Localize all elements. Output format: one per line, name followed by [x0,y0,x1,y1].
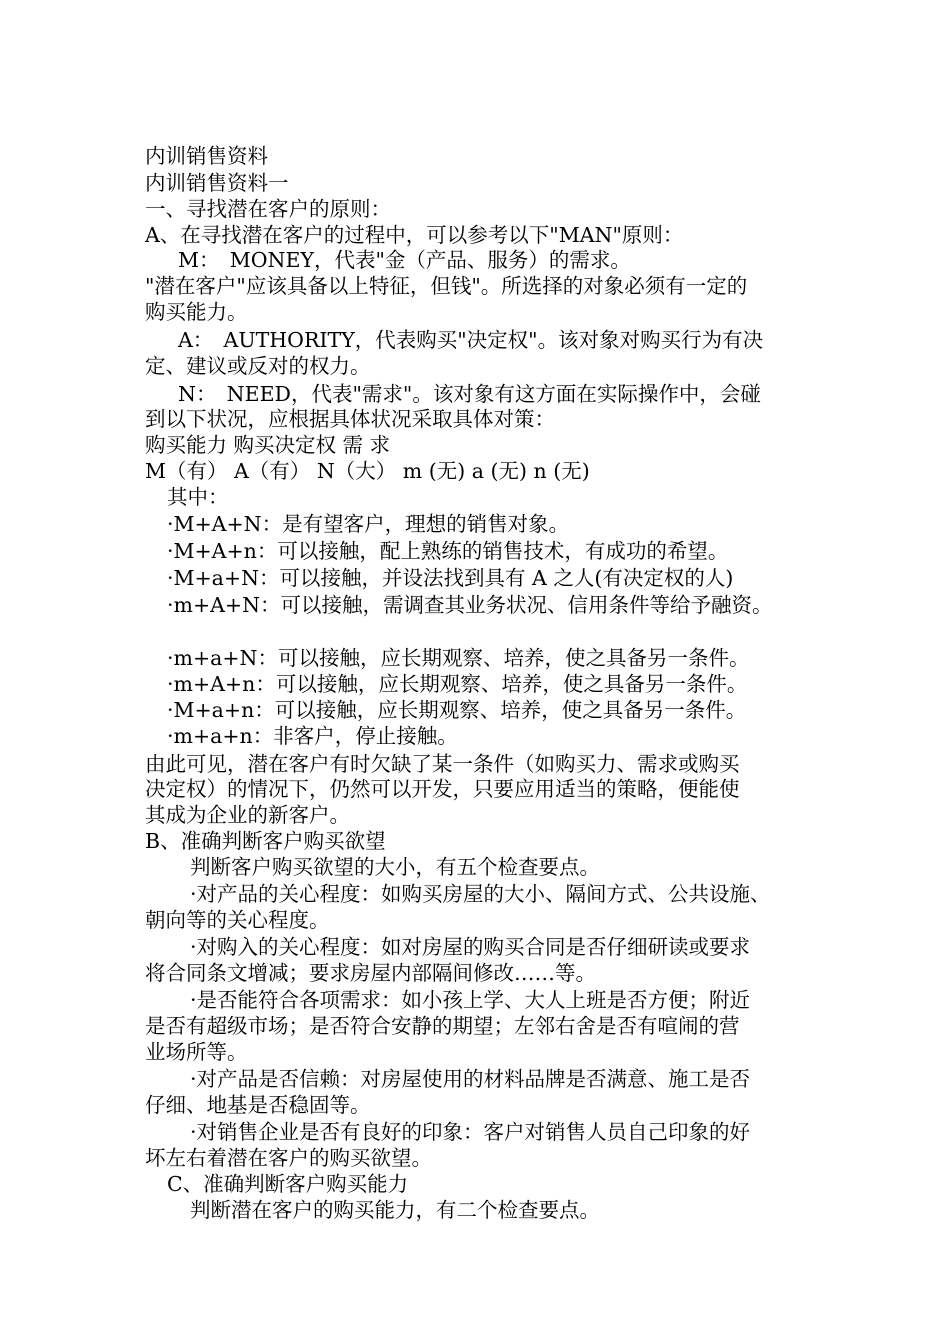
paragraph-line: A、在寻找潜在客户的过程中，可以参考以下"MAN"原则： [145,223,684,247]
list-item: ·m+A+N：可以接触，需调查其业务状况、信用条件等给予融资。 [167,593,773,617]
paragraph-line: N： NEED，代表"需求"。该对象有这方面在实际操作中，会碰 [178,382,761,406]
paragraph-line: 其成为企业的新客户。 [145,803,350,827]
section-heading: 一、寻找潜在客户的原则： [145,197,391,221]
paragraph-line: 由此可见，潜在客户有时欠缺了某一条件（如购买力、需求或购买 [145,752,740,776]
table-header-line: 购买能力 购买决定权 需 求 [145,433,391,457]
list-item: ·是否能符合各项需求：如小孩上学、大人上班是否方便；附近 [190,988,751,1012]
table-values-line: M（有） A（有） N（大） m (无) a (无) n (无) [145,459,590,483]
list-item: ·对购入的关心程度：如对房屋的购买合同是否仔细研读或要求 [190,935,751,959]
section-heading: C、准确判断客户购买能力 [167,1172,409,1196]
paragraph-line: 是否有超级市场；是否符合安静的期望；左邻右舍是否有喧闹的营 [145,1014,740,1038]
paragraph-line: 判断潜在客户的购买能力，有二个检查要点。 [190,1198,600,1222]
paragraph-line: A： AUTHORITY，代表购买"决定权"。该对象对购买行为有决 [178,328,764,352]
paragraph-line: 定、建议或反对的权力。 [145,354,371,378]
list-item: ·对产品是否信赖：对房屋使用的材料品牌是否满意、施工是否 [190,1067,751,1091]
list-item: ·m+A+n：可以接触，应长期观察、培养，使之具备另一条件。 [167,672,748,696]
list-item: ·M+A+N：是有望客户，理想的销售对象。 [167,512,570,536]
paragraph-line: 购买能力。 [145,300,248,324]
paragraph-line: M： MONEY，代表"金（产品、服务）的需求。 [178,248,631,272]
list-item: ·m+a+n：非客户，停止接触。 [167,724,458,748]
paragraph-line: 坏左右着潜在客户的购买欲望。 [145,1146,432,1170]
list-item: ·对销售企业是否有良好的印象：客户对销售人员自己印象的好 [190,1120,751,1144]
paragraph-line: 其中： [167,485,229,509]
list-item: ·m+a+N：可以接触，应长期观察、培养，使之具备另一条件。 [167,646,750,670]
paragraph-line: 将合同条文增减；要求房屋内部隔间修改……等。 [145,961,596,985]
paragraph-line: 业场所等。 [145,1040,248,1064]
paragraph-line: 决定权）的情况下，仍然可以开发，只要应用适当的策略，便能使 [145,777,740,801]
list-item: ·M+A+n：可以接触，配上熟练的销售技术，有成功的希望。 [167,539,729,563]
list-item: ·M+a+N：可以接触，并设法找到具有 A 之人(有决定权的人) [167,566,734,590]
paragraph-line: 朝向等的关心程度。 [145,908,330,932]
paragraph-line: 判断客户购买欲望的大小，有五个检查要点。 [190,855,600,879]
paragraph-line: 仔细、地基是否稳固等。 [145,1093,371,1117]
section-heading: B、准确判断客户购买欲望 [145,829,386,853]
section-heading: 内训销售资料一 [145,171,289,195]
list-item: ·M+a+n：可以接触，应长期观察、培养，使之具备另一条件。 [167,698,747,722]
paragraph-line: 到以下状况，应根据具体状况采取具体对策： [145,407,555,431]
list-item: ·对产品的关心程度：如购买房屋的大小、隔间方式、公共设施、 [190,882,771,906]
document-title: 内训销售资料 [145,144,268,168]
paragraph-line: "潜在客户"应该具备以上特征，但钱"。所选择的对象必须有一定的 [145,274,748,298]
